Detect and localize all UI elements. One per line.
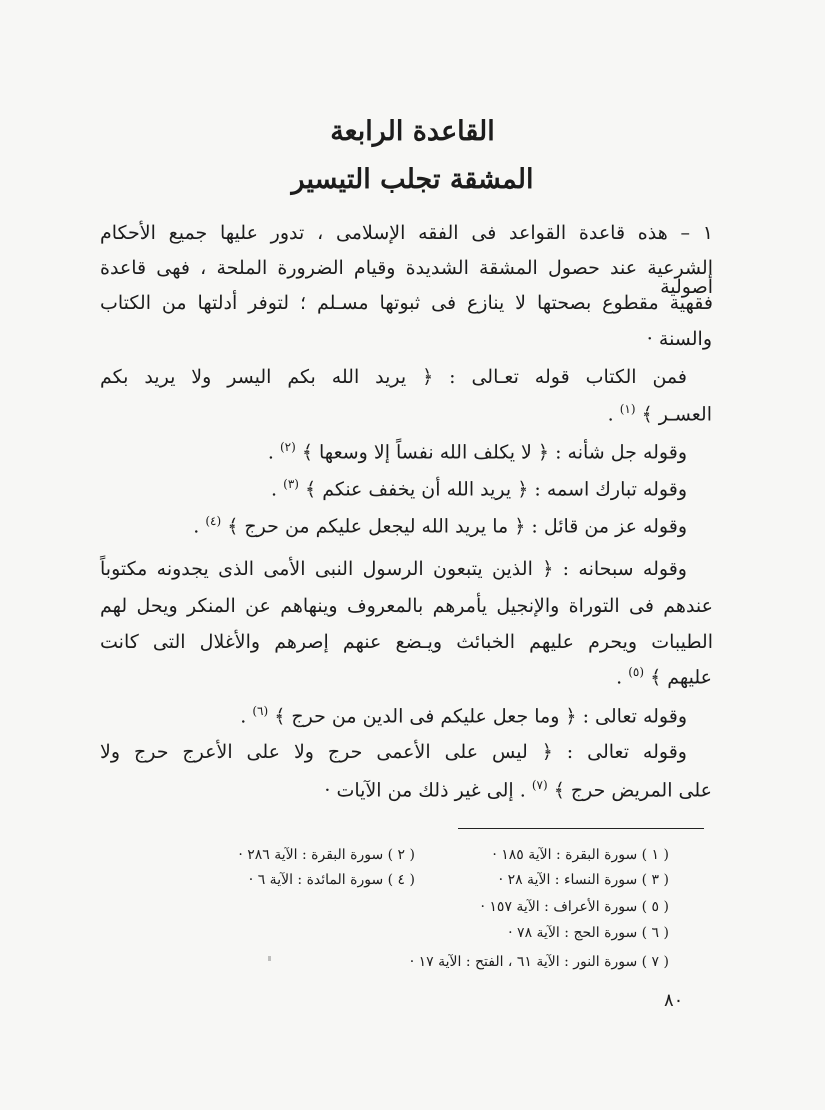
footnote-divider	[458, 828, 704, 829]
paragraph-1-line-4: والسنة ·	[646, 328, 712, 350]
punctuation: .	[616, 666, 629, 689]
footnote-2: ( ٢ ) سورة البقرة : الآية ٢٨٦ ·	[238, 847, 415, 863]
punctuation: .	[267, 441, 280, 464]
paragraph-6-line-1: وقوله سبحانه : ﴿ الذين يتبعون الرسول النبى الأمى الذى يجدونه مكتوباً	[100, 558, 687, 580]
verse-text: وقوله عز من قائل : ﴿ ما يريد الله ليجعل عليكم من حرج ﴾	[227, 515, 687, 538]
punctuation: .	[271, 478, 284, 501]
verse-text: العسـر ﴾	[641, 403, 712, 426]
verse-text: وقوله جل شأنه : ﴿ لا يكلف الله نفساً إلا وسعها ﴾	[301, 441, 687, 464]
punctuation: .	[193, 515, 206, 538]
verse-text: عليهم ﴾	[650, 666, 712, 689]
footnote-ref-6: (٦)	[252, 704, 269, 718]
page-number: ٨٠	[664, 990, 684, 1011]
paragraph-7	[240, 705, 687, 726]
paragraph-2-line-1: فمن الكتاب قوله تعـالى : ﴿ يريد الله بكم اليسر ولا يريد بكم	[100, 366, 687, 388]
section-title: القاعدة الرابعة	[330, 116, 495, 147]
scan-speck	[268, 956, 271, 961]
paragraph-4	[271, 478, 687, 499]
paragraph-2-line-2	[608, 403, 712, 424]
footnote-ref-2: (٢)	[279, 440, 296, 454]
footnote-7: ( ٧ ) سورة النور : الآية ٦١ ، الفتح : الآية ١٧ ·	[409, 954, 669, 970]
paragraph-8-line-2	[324, 779, 712, 800]
verse-text: وقوله تعالى : ﴿ وما جعل عليكم فى الدين من حرج ﴾	[274, 705, 687, 728]
footnote-ref-1: (١)	[619, 402, 636, 416]
paragraph-1-line-2: الشرعية عند حصول المشقة الشديدة وقيام الضرورة الملحة ، فهى قاعدة أصولية	[100, 257, 713, 298]
paragraph-6-line-4	[616, 666, 712, 687]
footnote-3: ( ٣ ) سورة النساء : الآية ٢٨ ·	[498, 872, 669, 888]
footnote-6: ( ٦ ) سورة الحج : الآية ٧٨ ·	[508, 925, 669, 941]
paragraph-6-line-2: عندهم فى التوراة والإنجيل يأمرهم بالمعروف وينهاهم عن المنكر ويحل لهم	[100, 595, 713, 617]
closing-text: . إلى غير ذلك من الآيات ·	[324, 779, 532, 802]
verse-text: وقوله تبارك اسمه : ﴿ يريد الله أن يخفف عنكم ﴾	[305, 478, 687, 501]
paragraph-1-line-3: فقهية مقطوع بصحتها لا ينازع فى ثبوتها مسـلم ؛ لتوفر أدلتها من الكتاب	[100, 292, 713, 314]
paragraph-5	[193, 515, 687, 536]
footnote-ref-3: (٣)	[283, 477, 299, 491]
paragraph-8-line-1: وقوله تعالى : ﴿ ليس على الأعمى حرج ولا على الأعرج حرج ولا	[100, 741, 687, 763]
footnote-1: ( ١ ) سورة البقرة : الآية ١٨٥ ·	[492, 847, 669, 863]
footnote-ref-7: (٧)	[531, 778, 548, 792]
paragraph-3	[268, 441, 687, 462]
verse-text: على المريض حرج ﴾	[553, 779, 712, 802]
footnote-5: ( ٥ ) سورة الأعراف : الآية ١٥٧ ·	[480, 899, 669, 915]
paragraph-6-line-3: الطيبات ويحرم عليهم الخبائث ويـضع عنهم إصرهم والأغلال التى كانت	[100, 631, 713, 653]
paragraph-1-line-1: ١ – هذه قاعدة القواعد فى الفقه الإسلامى ، تدور عليها جميع الأحكام	[100, 222, 713, 244]
section-subtitle: المشقة تجلب التيسير	[291, 164, 534, 195]
footnote-4: ( ٤ ) سورة المائدة : الآية ٦ ·	[248, 872, 415, 888]
footnote-ref-4: (٤)	[205, 514, 222, 528]
punctuation: .	[607, 403, 620, 426]
footnote-ref-5: (٥)	[628, 665, 645, 679]
punctuation: .	[240, 705, 253, 728]
